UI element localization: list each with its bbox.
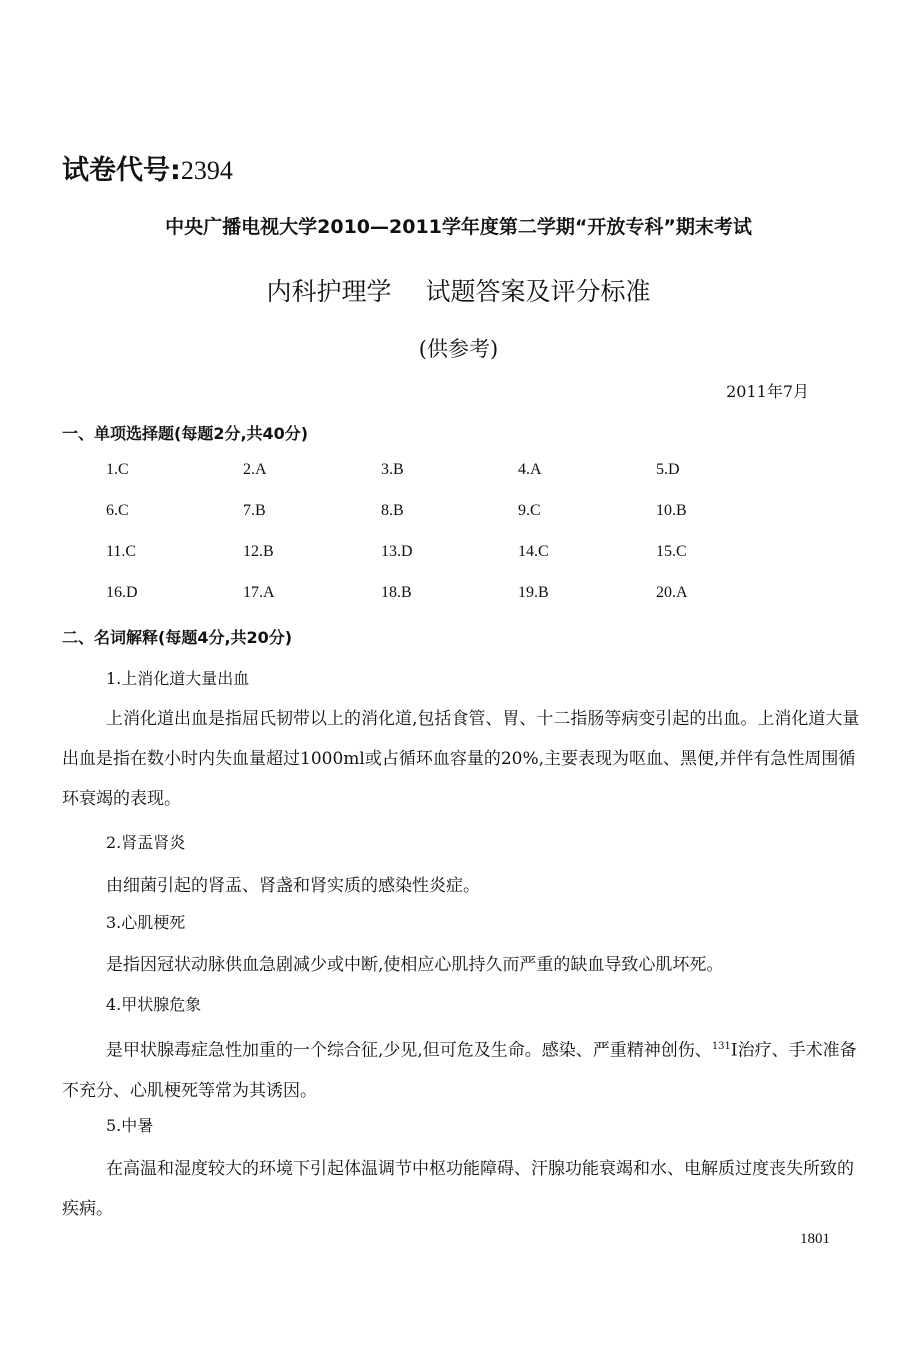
reference-note: (供参考) xyxy=(418,337,499,361)
answer-item: 3.B xyxy=(381,461,404,478)
subject-title xyxy=(0,272,917,308)
term-definition-text: 在高温和湿度较大的环境下引起体温调节中枢功能障碍、汗腺功能衰竭和水、电解质过度丧失所致的疾病。 xyxy=(62,1159,854,1219)
answer-item: 7.B xyxy=(243,502,266,519)
isotope-superscript: 131 xyxy=(711,1041,731,1052)
answer-item: 17.A xyxy=(243,584,275,601)
answer-item: 4.A xyxy=(518,461,542,478)
section2-heading: 二、名词解释(每题4分,共20分) xyxy=(62,628,293,647)
answer-item: 14.C xyxy=(518,543,549,560)
term-label: 1.上消化道大量出血 xyxy=(106,669,250,688)
paper-code xyxy=(62,148,233,187)
term-definition-text: 上消化道出血是指屈氏韧带以上的消化道,包括食管、胃、十二指肠等病变引起的出血。上消化道大量出血是指在数小时内失血量超过1000ml或占循环血容量的20%,主要表现为呕血、黑便,并伴有急性周围循环衰竭的表现。 xyxy=(62,709,860,809)
term-definition xyxy=(62,1027,862,1111)
term-label: 2.肾盂肾炎 xyxy=(106,833,186,852)
answer-item: 13.D xyxy=(381,543,413,560)
exam-title: 中央广播电视大学2010—2011学年度第二学期“开放专科”期末考试 xyxy=(165,216,752,238)
answer-item: 16.D xyxy=(106,584,138,601)
page-number: 1801 xyxy=(800,1231,830,1247)
term-definition-text: 是指因冠状动脉供血急剧减少或中断,使相应心肌持久而严重的缺血导致心肌坏死。 xyxy=(106,955,724,975)
answer-item: 2.A xyxy=(243,461,267,478)
answer-item: 20.A xyxy=(656,584,688,601)
answer-item: 19.B xyxy=(518,584,549,601)
term-definition xyxy=(62,866,862,906)
answer-item: 12.B xyxy=(243,543,274,560)
term-label: 3.心肌梗死 xyxy=(106,913,186,932)
answer-item: 6.C xyxy=(106,502,129,519)
section1-heading: 一、单项选择题(每题2分,共40分) xyxy=(62,424,309,443)
term-label: 5.中暑 xyxy=(106,1116,154,1135)
answer-item: 11.C xyxy=(106,543,137,560)
exam-date: 2011年7月 xyxy=(726,382,809,401)
answer-item: 9.C xyxy=(518,502,541,519)
answer-item: 1.C xyxy=(106,461,129,478)
answer-item: 18.B xyxy=(381,584,412,601)
answer-item: 8.B xyxy=(381,502,404,519)
answer-item: 15.C xyxy=(656,543,687,560)
doc-type: 试题答案及评分标准 xyxy=(425,277,651,306)
paper-code-label: 试卷代号: xyxy=(62,155,181,186)
paper-code-value: 2394 xyxy=(180,156,233,185)
term-definition xyxy=(62,945,862,985)
term-definition-text: 是甲状腺毒症急性加重的一个综合征,少见,但可危及生命。感染、严重精神创伤、 xyxy=(106,1040,712,1061)
term-definition xyxy=(62,1149,862,1229)
answer-item: 10.B xyxy=(656,502,687,519)
subject-name: 内科护理学 xyxy=(266,277,392,306)
term-definition-text: I治疗、手术准备不充分、心肌梗死等常为其诱因。 xyxy=(62,1040,857,1101)
term-definition xyxy=(62,699,862,819)
term-definition-text: 由细菌引起的肾盂、肾盏和肾实质的感染性炎症。 xyxy=(106,876,480,896)
term-label: 4.甲状腺危象 xyxy=(106,995,202,1014)
answer-item: 5.D xyxy=(656,461,680,478)
